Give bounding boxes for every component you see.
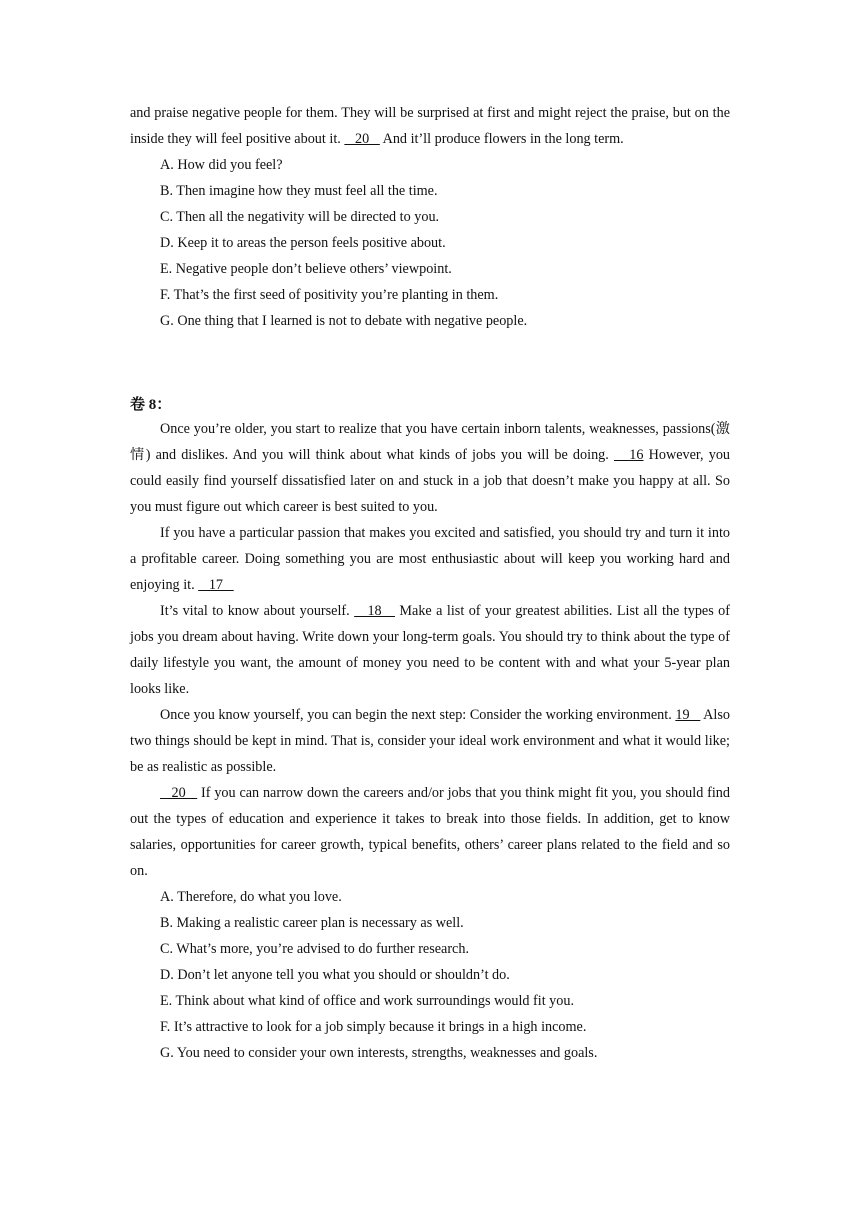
- paragraph-text: and praise negative people for them. They will be surprised at first and might reject the praise, but on the inside they will feel positive about it.: [130, 105, 730, 147]
- paragraph-text: Also two things should be kept in mind. That is, consider your ideal work environment and what it would like; be as realistic as possible.: [130, 707, 730, 775]
- options-list-1: [130, 152, 730, 334]
- blank-19: 19: [675, 707, 701, 723]
- paragraph-text: Once you’re older, you start to realize that you have certain inborn talents, weaknesses, passions(激情) and dislikes. And you will think about what kinds of jobs you will be doing.: [130, 421, 730, 463]
- paragraph-text: Make a list of your greatest abilities. List all the types of jobs you dream about having. Write down your long-term goals. You should try to think about the type of daily lifestyle you want, the amount of money you need to be content with and what your 5-year plan looks like.: [130, 603, 731, 697]
- blank-18: 18: [354, 603, 395, 619]
- option-f: F. That’s the first seed of positivity you’re planting in them.: [160, 287, 499, 303]
- blank-17: 17: [198, 577, 234, 593]
- paragraph-1: [130, 416, 730, 520]
- paragraph-2: [130, 520, 730, 598]
- paragraph-text: If you have a particular passion that makes you excited and satisfied, you should try and turn it into a profitable career. Doing something you are most enthusiastic about will keep you working hard and enjoying it.: [130, 525, 730, 593]
- paragraph-text: However, you could easily find yourself dissatisfied later on and stuck in a job that doesn’t make you happy at all. So you must figure out which career is best suited to you.: [130, 447, 731, 515]
- paragraph-5: [130, 780, 730, 884]
- option-d: D. Don’t let anyone tell you what you should or shouldn’t do.: [160, 967, 510, 983]
- document-page: [130, 100, 730, 1066]
- paragraph-3: [130, 598, 730, 702]
- option-b: B. Making a realistic career plan is necessary as well.: [160, 915, 464, 931]
- blank-20: 20: [160, 785, 198, 801]
- option-b: B. Then imagine how they must feel all the time.: [160, 183, 438, 199]
- option-c: C. Then all the negativity will be directed to you.: [160, 209, 440, 225]
- option-g: G. You need to consider your own interests, strengths, weaknesses and goals.: [160, 1045, 598, 1061]
- paragraph-text: If you can narrow down the careers and/or jobs that you think might fit you, you should find out the types of education and experience it takes to break into those fields. In addition, get to know salaries, opportunities for career growth, typical benefits, others’ career plans related to the field and so on.: [130, 785, 730, 879]
- paragraph-continuation: [130, 100, 730, 152]
- options-list-2: [130, 884, 730, 1066]
- section-title: 卷 8：: [130, 397, 172, 413]
- option-e: E. Negative people don’t believe others’ viewpoint.: [160, 261, 452, 277]
- paragraph-text: And it’ll produce flowers in the long term.: [379, 131, 624, 147]
- option-f: F. It’s attractive to look for a job simply because it brings in a high income.: [160, 1019, 587, 1035]
- option-g: G. One thing that I learned is not to debate with negative people.: [160, 313, 528, 329]
- option-a: A. How did you feel?: [160, 157, 283, 173]
- option-c: C. What’s more, you’re advised to do further research.: [160, 941, 469, 957]
- paragraph-text: It’s vital to know about yourself.: [160, 603, 355, 619]
- blank-16: 16: [613, 447, 644, 463]
- option-a: A. Therefore, do what you love.: [160, 889, 342, 905]
- option-d: D. Keep it to areas the person feels positive about.: [160, 235, 446, 251]
- paragraph-text: Once you know yourself, you can begin the next step: Consider the working environment.: [160, 707, 676, 723]
- blank-20: 20: [344, 131, 380, 147]
- paragraph-4: [130, 702, 730, 780]
- option-e: E. Think about what kind of office and work surroundings would fit you.: [160, 993, 575, 1009]
